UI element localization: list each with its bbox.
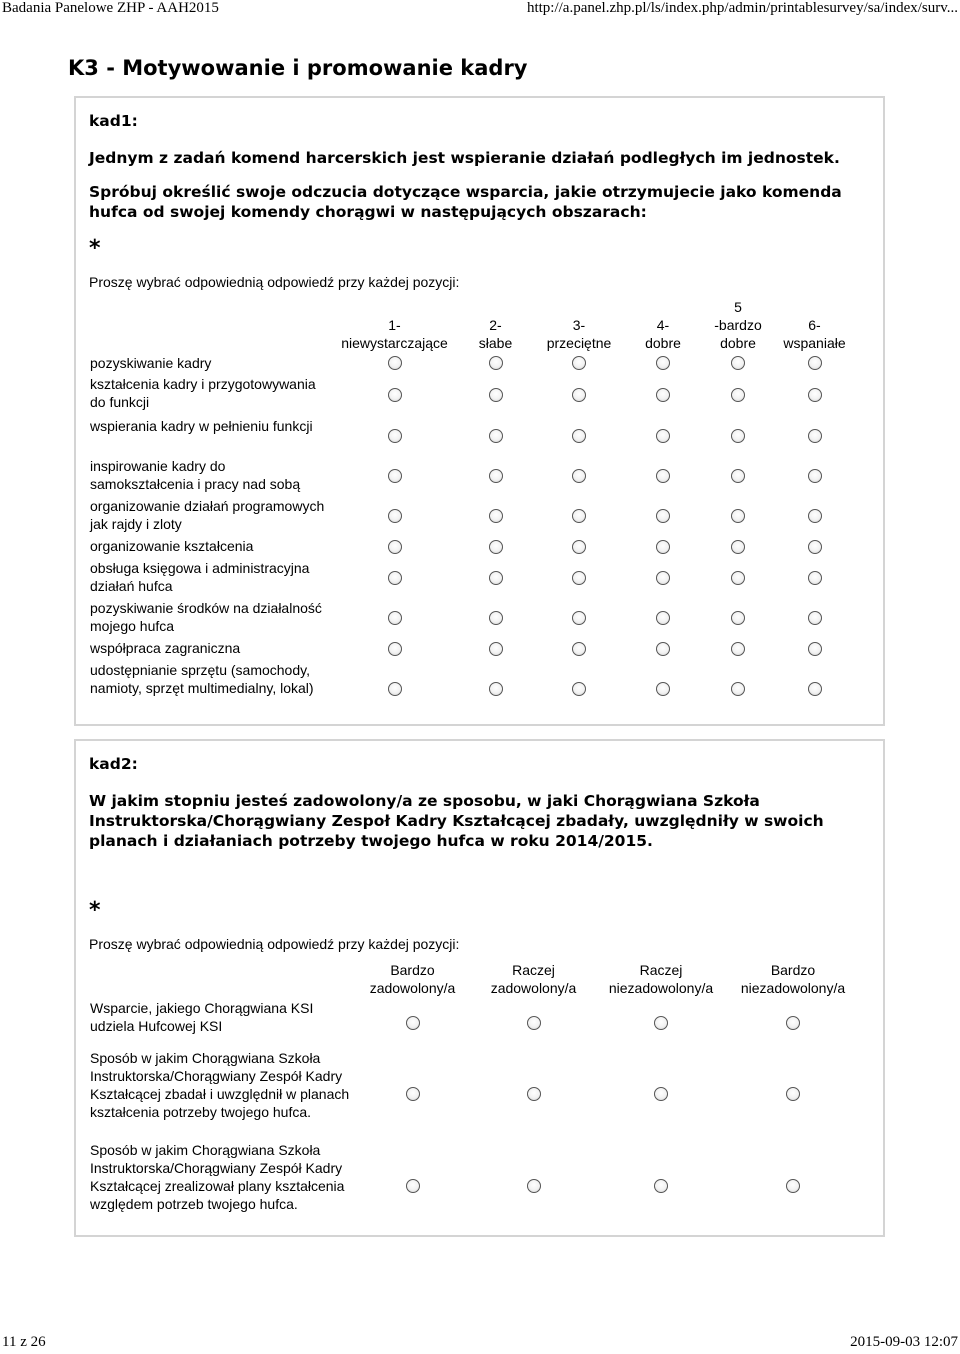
radio-button[interactable] xyxy=(489,682,503,696)
matrix-cell xyxy=(726,999,860,1049)
radio-button[interactable] xyxy=(656,611,670,625)
radio-button[interactable] xyxy=(388,611,402,625)
radio-button[interactable] xyxy=(656,509,670,523)
radio-button[interactable] xyxy=(406,1087,420,1101)
question-code: kad2: xyxy=(89,755,138,773)
radio-button[interactable] xyxy=(388,682,402,696)
matrix-header-row xyxy=(90,961,860,999)
matrix-cell xyxy=(773,599,856,639)
radio-button[interactable] xyxy=(656,540,670,554)
matrix-cell xyxy=(623,497,703,537)
matrix-row xyxy=(90,457,856,497)
matrix-row xyxy=(90,639,856,661)
matrix-cell xyxy=(471,999,596,1049)
matrix-cell xyxy=(703,559,773,599)
matrix-row xyxy=(90,354,856,375)
question-kad2 xyxy=(74,739,885,1237)
matrix-cell xyxy=(333,661,456,719)
radio-button[interactable] xyxy=(731,540,745,554)
matrix-cell xyxy=(456,375,535,417)
matrix-row-label: Wsparcie, jakiego Chorągwiana KSI udziela Hufcowej KSI xyxy=(90,1000,314,1034)
radio-button[interactable] xyxy=(731,611,745,625)
matrix-cell xyxy=(535,537,623,559)
matrix-cell xyxy=(471,1049,596,1141)
radio-button[interactable] xyxy=(808,540,822,554)
radio-button[interactable] xyxy=(656,356,670,370)
radio-button[interactable] xyxy=(656,682,670,696)
matrix-cell xyxy=(456,639,535,661)
matrix-column-header: 6- wspaniałe xyxy=(783,317,846,351)
radio-button[interactable] xyxy=(489,611,503,625)
matrix-cell xyxy=(596,1141,726,1233)
print-header-title: Badania Panelowe ZHP - AAH2015 xyxy=(2,0,219,16)
question-help: Proszę wybrać odpowiednią odpowiedź przy każdej pozycji: xyxy=(89,274,460,290)
matrix-cell xyxy=(623,559,703,599)
radio-button[interactable] xyxy=(489,571,503,585)
question-kad1 xyxy=(74,96,885,726)
radio-button[interactable] xyxy=(388,429,402,443)
radio-button[interactable] xyxy=(388,509,402,523)
matrix-cell xyxy=(703,599,773,639)
radio-button[interactable] xyxy=(388,388,402,402)
matrix-cell xyxy=(623,661,703,719)
matrix-cell xyxy=(535,497,623,537)
matrix-row-label: kształcenia kadry i przygotowywania do funkcji xyxy=(90,376,316,410)
radio-button[interactable] xyxy=(489,540,503,554)
radio-button[interactable] xyxy=(786,1016,800,1030)
matrix-row-label: Sposób w jakim Chorągwiana Szkoła Instruktorska/Chorągwiany Zespół Kadry Kształcącej zbadał i uwzględnił w planach kształcenia potrzeby twojego hufca. xyxy=(90,1050,350,1120)
matrix-cell xyxy=(456,559,535,599)
matrix-row-label: wspierania kadry w pełnieniu funkcji xyxy=(90,418,313,434)
radio-button[interactable] xyxy=(406,1179,420,1193)
matrix-cell xyxy=(726,1141,860,1233)
print-timestamp: 2015-09-03 12:07 xyxy=(850,1334,958,1350)
matrix-cell xyxy=(354,999,471,1049)
matrix-row-label: Sposób w jakim Chorągwiana Szkoła Instruktorska/Chorągwiany Zespół Kadry Kształcącej zrealizował plany kształcenia względem potrzeb twojego hufca. xyxy=(90,1142,345,1212)
radio-button[interactable] xyxy=(572,388,586,402)
matrix-cell xyxy=(333,457,456,497)
matrix-cell xyxy=(703,354,773,375)
radio-button[interactable] xyxy=(572,611,586,625)
radio-button[interactable] xyxy=(656,642,670,656)
matrix-cell xyxy=(773,661,856,719)
matrix-header-blank xyxy=(90,298,333,354)
matrix-row xyxy=(90,375,856,417)
matrix-cell xyxy=(354,1141,471,1233)
radio-button[interactable] xyxy=(489,356,503,370)
radio-button[interactable] xyxy=(786,1179,800,1193)
matrix-row-label: obsługa księgowa i administracyjna działań hufca xyxy=(90,560,310,594)
matrix-cell xyxy=(623,537,703,559)
radio-button[interactable] xyxy=(808,509,822,523)
matrix-cell xyxy=(596,999,726,1049)
radio-button[interactable] xyxy=(406,1016,420,1030)
matrix-cell xyxy=(623,457,703,497)
matrix-row xyxy=(90,999,860,1049)
matrix-cell xyxy=(333,497,456,537)
radio-button[interactable] xyxy=(572,540,586,554)
matrix-row-label: współpraca zagraniczna xyxy=(90,640,241,656)
matrix-cell xyxy=(456,457,535,497)
radio-button[interactable] xyxy=(731,682,745,696)
radio-button[interactable] xyxy=(388,356,402,370)
page-number: 11 z 26 xyxy=(2,1334,46,1350)
matrix-cell xyxy=(773,417,856,457)
question-text: W jakim stopniu jesteś zadowolony/a ze sposobu, w jaki Chorągwiana Szkoła Instruktorska/Chorągwiany Zespoł Kadry Kształcącej zbadały, uwzględniły w swoich planach i działaniach potrzeby twojego hufca w roku 2014/2015. xyxy=(89,792,824,850)
radio-button[interactable] xyxy=(808,429,822,443)
matrix-row-label: pozyskiwanie kadry xyxy=(90,355,212,371)
matrix-cell xyxy=(535,354,623,375)
radio-button[interactable] xyxy=(388,540,402,554)
matrix-cell xyxy=(535,417,623,457)
matrix-row xyxy=(90,1049,860,1141)
matrix-cell xyxy=(333,354,456,375)
matrix-row-label: inspirowanie kadry do samokształcenia i pracy nad sobą xyxy=(90,458,301,492)
matrix-cell xyxy=(333,537,456,559)
matrix-cell xyxy=(773,497,856,537)
matrix-cell xyxy=(623,639,703,661)
radio-button[interactable] xyxy=(572,642,586,656)
matrix-cell xyxy=(703,537,773,559)
print-header-url: http://a.panel.zhp.pl/ls/index.php/admin/printablesurvey/sa/index/surv... xyxy=(526,0,958,16)
radio-button[interactable] xyxy=(572,682,586,696)
matrix-row-label: pozyskiwanie środków na działalność mojego hufca xyxy=(90,600,322,634)
radio-button[interactable] xyxy=(731,388,745,402)
matrix-cell xyxy=(535,375,623,417)
matrix-column-header: 2- słabe xyxy=(478,317,513,351)
matrix-cell xyxy=(354,1049,471,1141)
matrix-row xyxy=(90,1141,860,1233)
matrix-cell xyxy=(596,1049,726,1141)
matrix-cell xyxy=(333,375,456,417)
radio-button[interactable] xyxy=(808,611,822,625)
matrix-cell xyxy=(773,375,856,417)
radio-button[interactable] xyxy=(731,642,745,656)
matrix-cell xyxy=(535,457,623,497)
answer-matrix xyxy=(90,961,860,1233)
matrix-cell xyxy=(703,661,773,719)
matrix-header-row xyxy=(90,298,856,354)
radio-button[interactable] xyxy=(808,356,822,370)
matrix-cell xyxy=(471,1141,596,1233)
matrix-column-header: Bardzo niezadowolony/a xyxy=(740,962,846,996)
question-help: Proszę wybrać odpowiednią odpowiedź przy każdej pozycji: xyxy=(89,936,460,952)
question-code: kad1: xyxy=(89,112,138,130)
matrix-cell xyxy=(456,354,535,375)
matrix-cell xyxy=(703,417,773,457)
matrix-cell xyxy=(703,457,773,497)
radio-button[interactable] xyxy=(572,469,586,483)
matrix-column-header: 5 -bardzo dobre xyxy=(714,299,762,351)
matrix-cell xyxy=(535,639,623,661)
radio-button[interactable] xyxy=(527,1016,541,1030)
matrix-column-header: 3- przeciętne xyxy=(546,317,612,351)
matrix-column-header: Raczej niezadowolony/a xyxy=(608,962,714,996)
matrix-row xyxy=(90,537,856,559)
matrix-row xyxy=(90,559,856,599)
matrix-cell xyxy=(623,354,703,375)
matrix-cell xyxy=(456,599,535,639)
radio-button[interactable] xyxy=(572,356,586,370)
radio-button[interactable] xyxy=(731,356,745,370)
radio-button[interactable] xyxy=(489,469,503,483)
print-header xyxy=(0,0,960,22)
radio-button[interactable] xyxy=(656,469,670,483)
radio-button[interactable] xyxy=(572,509,586,523)
radio-button[interactable] xyxy=(388,642,402,656)
radio-button[interactable] xyxy=(786,1087,800,1101)
radio-button[interactable] xyxy=(572,571,586,585)
radio-button[interactable] xyxy=(572,429,586,443)
matrix-cell xyxy=(456,537,535,559)
radio-button[interactable] xyxy=(808,388,822,402)
radio-button[interactable] xyxy=(808,469,822,483)
matrix-cell xyxy=(333,417,456,457)
matrix-column-header: 4- dobre xyxy=(645,317,681,351)
mandatory-asterisk: * xyxy=(89,898,101,923)
radio-button[interactable] xyxy=(489,509,503,523)
matrix-cell xyxy=(773,559,856,599)
matrix-cell xyxy=(773,457,856,497)
matrix-cell xyxy=(535,599,623,639)
matrix-cell xyxy=(456,417,535,457)
radio-button[interactable] xyxy=(654,1016,668,1030)
print-footer xyxy=(0,1334,960,1354)
matrix-cell xyxy=(535,559,623,599)
radio-button[interactable] xyxy=(489,642,503,656)
matrix-row-label: udostępnianie sprzętu (samochody, namioty, sprzęt multimedialny, lokal) xyxy=(90,662,314,696)
matrix-cell xyxy=(623,417,703,457)
radio-button[interactable] xyxy=(656,571,670,585)
matrix-header-blank xyxy=(90,961,354,999)
matrix-cell xyxy=(456,497,535,537)
matrix-row-label: organizowanie kształcenia xyxy=(90,538,254,554)
question-text: Spróbuj określić swoje odczucia dotyczące wsparcia, jakie otrzymujecie jako komenda hufca od swojej komendy chorągwi w następujących obszarach: xyxy=(89,183,842,221)
matrix-cell xyxy=(773,639,856,661)
matrix-cell xyxy=(333,639,456,661)
radio-button[interactable] xyxy=(731,571,745,585)
mandatory-asterisk: * xyxy=(89,236,101,261)
radio-button[interactable] xyxy=(808,682,822,696)
radio-button[interactable] xyxy=(388,571,402,585)
matrix-row xyxy=(90,497,856,537)
matrix-column-header: Raczej zadowolony/a xyxy=(490,962,577,996)
radio-button[interactable] xyxy=(731,509,745,523)
radio-button[interactable] xyxy=(808,642,822,656)
radio-button[interactable] xyxy=(527,1087,541,1101)
radio-button[interactable] xyxy=(489,388,503,402)
radio-button[interactable] xyxy=(656,429,670,443)
matrix-cell xyxy=(623,375,703,417)
matrix-cell xyxy=(333,599,456,639)
matrix-row xyxy=(90,599,856,639)
matrix-cell xyxy=(623,599,703,639)
answer-matrix xyxy=(90,298,856,719)
radio-button[interactable] xyxy=(654,1087,668,1101)
radio-button[interactable] xyxy=(731,469,745,483)
matrix-cell xyxy=(773,537,856,559)
radio-button[interactable] xyxy=(656,388,670,402)
question-text-intro: Jednym z zadań komend harcerskich jest wspieranie działań podległych im jednostek. xyxy=(89,149,840,167)
matrix-cell xyxy=(456,661,535,719)
group-title: K3 - Motywowanie i promowanie kadry xyxy=(68,56,528,80)
matrix-row xyxy=(90,417,856,457)
matrix-column-header: 1- niewystarczające xyxy=(341,317,448,351)
radio-button[interactable] xyxy=(527,1179,541,1193)
matrix-cell xyxy=(773,354,856,375)
radio-button[interactable] xyxy=(654,1179,668,1193)
radio-button[interactable] xyxy=(731,429,745,443)
matrix-cell xyxy=(703,497,773,537)
matrix-cell xyxy=(703,639,773,661)
radio-button[interactable] xyxy=(489,429,503,443)
matrix-column-header: Bardzo zadowolony/a xyxy=(369,962,456,996)
matrix-row-label: organizowanie działań programowych jak rajdy i zloty xyxy=(90,498,325,532)
radio-button[interactable] xyxy=(388,469,402,483)
matrix-cell xyxy=(703,375,773,417)
radio-button[interactable] xyxy=(808,571,822,585)
matrix-row xyxy=(90,661,856,719)
matrix-cell xyxy=(333,559,456,599)
matrix-cell xyxy=(535,661,623,719)
matrix-cell xyxy=(726,1049,860,1141)
